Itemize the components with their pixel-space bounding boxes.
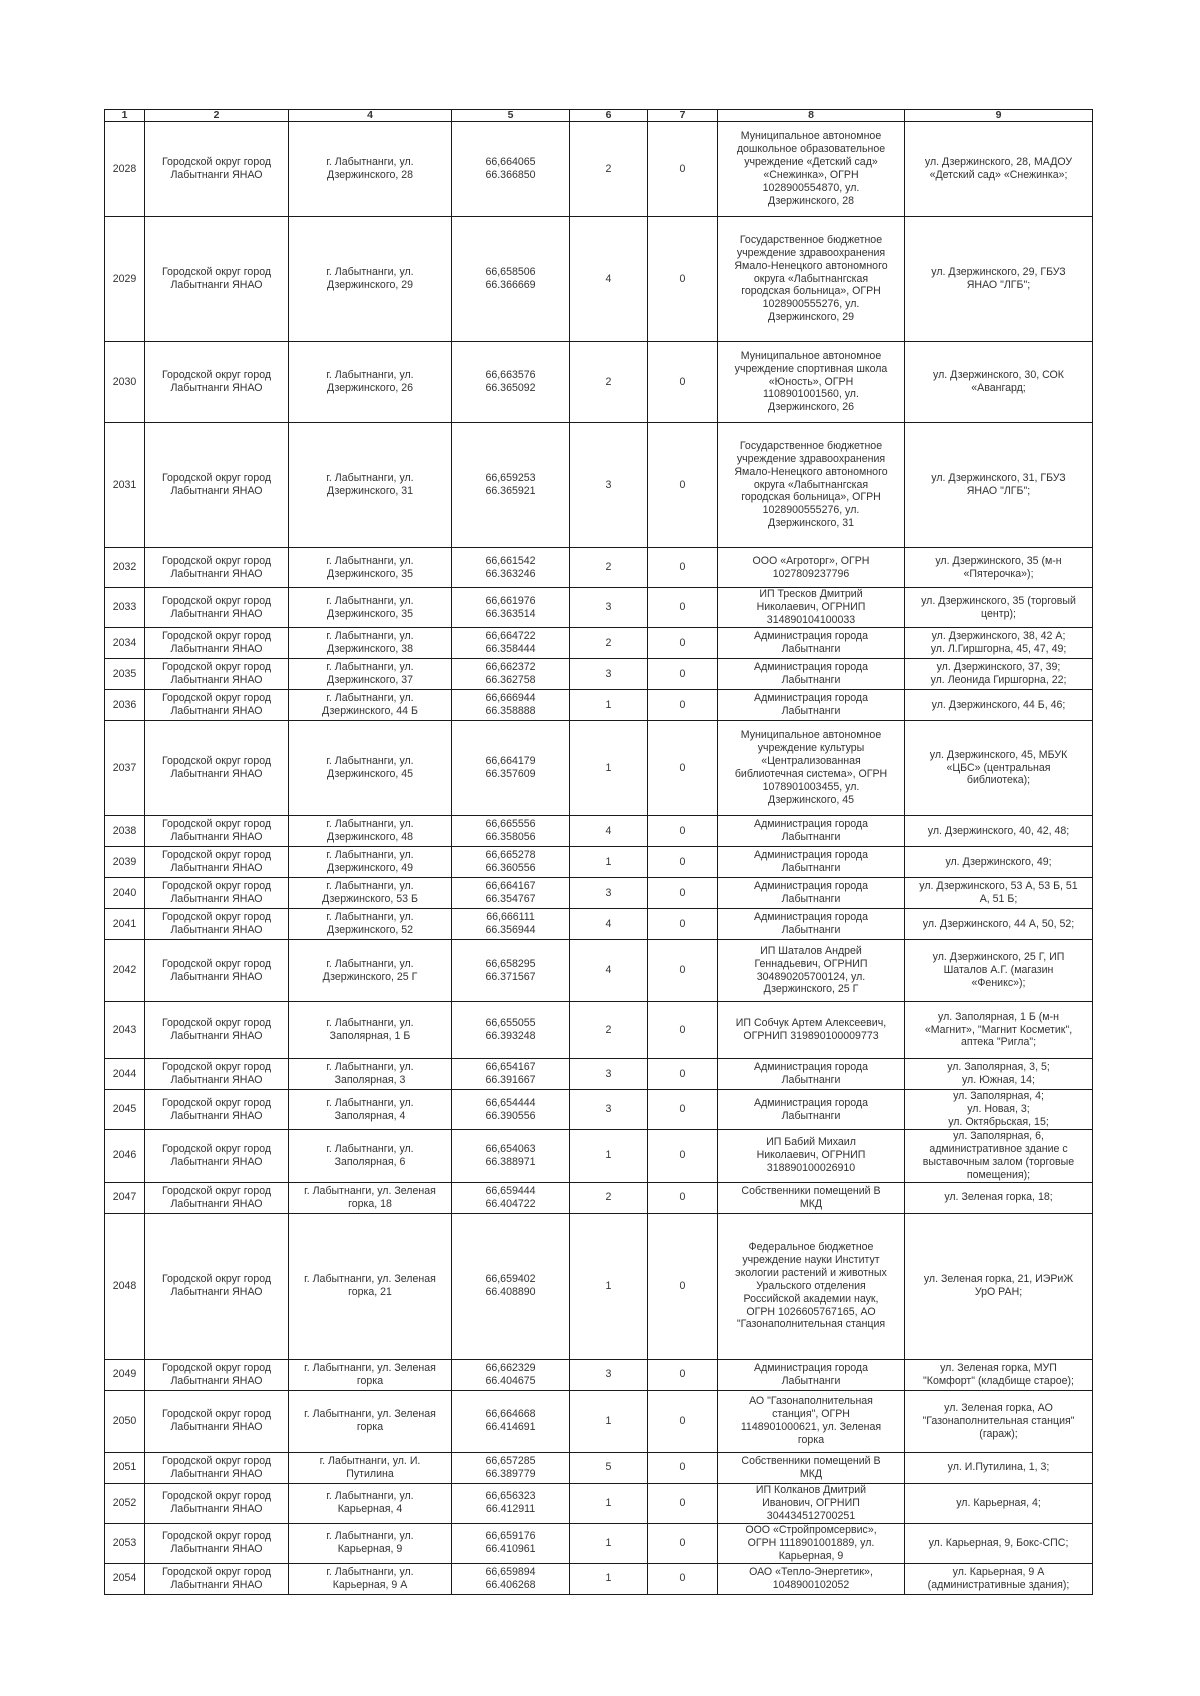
- sources-cell: ул. Дзержинского, 30, СОК «Авангард;: [905, 342, 1093, 423]
- address-cell: г. Лабытнанги, ул. Заполярная, 3: [289, 1059, 452, 1090]
- sources-cell: ул. Дзержинского, 31, ГБУЗ ЯНАО "ЛГБ";: [905, 423, 1093, 548]
- count-cell: 1: [570, 690, 648, 721]
- header-cell: 8: [718, 110, 905, 122]
- coordinates-cell: 66,659402 66.408890: [452, 1213, 570, 1359]
- sources-cell: ул. Карьерная, 4;: [905, 1483, 1093, 1523]
- count-cell: 1: [570, 1483, 648, 1523]
- count-cell: 4: [570, 816, 648, 847]
- address-cell: г. Лабытнанги, ул. Дзержинского, 37: [289, 659, 452, 690]
- sources-cell: ул. Карьерная, 9 А (административные здания);: [905, 1563, 1093, 1594]
- row-number-cell: 2040: [105, 878, 145, 909]
- table-row: [105, 659, 1093, 690]
- coordinates-cell: 66,659444 66.404722: [452, 1182, 570, 1213]
- district-cell: Городской округ город Лабытнанги ЯНАО: [145, 1130, 289, 1183]
- owner-cell: Администрация города Лабытнанги: [718, 878, 905, 909]
- sources-cell: ул. Зеленая горка, АО "Газонаполнительная станция" (гараж);: [905, 1390, 1093, 1452]
- address-cell: г. Лабытнанги, ул. Карьерная, 4: [289, 1483, 452, 1523]
- row-number-cell: 2043: [105, 1002, 145, 1059]
- count-cell: 3: [570, 659, 648, 690]
- sources-cell: ул. Карьерная, 9, Бокс-СПС;: [905, 1523, 1093, 1563]
- district-cell: Городской округ город Лабытнанги ЯНАО: [145, 909, 289, 940]
- sources-cell: ул. Дзержинского, 29, ГБУЗ ЯНАО "ЛГБ";: [905, 217, 1093, 342]
- coordinates-cell: 66,661976 66.363514: [452, 588, 570, 628]
- district-cell: Городской округ город Лабытнанги ЯНАО: [145, 217, 289, 342]
- row-number-cell: 2046: [105, 1130, 145, 1183]
- coordinates-cell: 66,664668 66.414691: [452, 1390, 570, 1452]
- address-cell: г. Лабытнанги, ул. Заполярная, 6: [289, 1130, 452, 1183]
- sources-cell: ул. Дзержинского, 44 Б, 46;: [905, 690, 1093, 721]
- table-row: [105, 1130, 1093, 1183]
- row-number-cell: 2035: [105, 659, 145, 690]
- header-cell: 2: [145, 110, 289, 122]
- table-row: [105, 217, 1093, 342]
- row-number-cell: 2032: [105, 548, 145, 588]
- district-cell: Городской округ город Лабытнанги ЯНАО: [145, 940, 289, 1002]
- zero-cell: 0: [648, 816, 718, 847]
- owner-cell: Муниципальное автономное учреждение спортивная школа «Юность», ОГРН 1108901001560, ул. Дзержинского, 26: [718, 342, 905, 423]
- zero-cell: 0: [648, 721, 718, 816]
- address-cell: г. Лабытнанги, ул. Зеленая горка, 18: [289, 1182, 452, 1213]
- zero-cell: 0: [648, 628, 718, 659]
- table-row: [105, 1359, 1093, 1390]
- address-cell: г. Лабытнанги, ул. Дзержинского, 25 Г: [289, 940, 452, 1002]
- district-cell: Городской округ город Лабытнанги ЯНАО: [145, 1390, 289, 1452]
- address-cell: г. Лабытнанги, ул. Дзержинского, 28: [289, 122, 452, 217]
- table-row: [105, 628, 1093, 659]
- table-row: [105, 122, 1093, 217]
- district-cell: Городской округ город Лабытнанги ЯНАО: [145, 847, 289, 878]
- address-cell: г. Лабытнанги, ул. Заполярная, 1 Б: [289, 1002, 452, 1059]
- district-cell: Городской округ город Лабытнанги ЯНАО: [145, 1359, 289, 1390]
- count-cell: 2: [570, 122, 648, 217]
- owner-cell: Администрация города Лабытнанги: [718, 1359, 905, 1390]
- table-row: [105, 1182, 1093, 1213]
- sources-cell: ул. Дзержинского, 53 А, 53 Б, 51 А, 51 Б;: [905, 878, 1093, 909]
- district-cell: Городской округ город Лабытнанги ЯНАО: [145, 721, 289, 816]
- sources-cell: ул. Дзержинского, 45, МБУК «ЦБС» (центральная библиотека);: [905, 721, 1093, 816]
- registry-table: [104, 109, 1093, 1595]
- address-cell: г. Лабытнанги, ул. Дзержинского, 35: [289, 548, 452, 588]
- owner-cell: Муниципальное автономное учреждение культуры «Централизованная библиотечная система», ОГРН 1078901003455, ул. Дзержинского, 45: [718, 721, 905, 816]
- row-number-cell: 2048: [105, 1213, 145, 1359]
- table-row: [105, 548, 1093, 588]
- table-row: [105, 878, 1093, 909]
- coordinates-cell: 66,659894 66.406268: [452, 1563, 570, 1594]
- count-cell: 1: [570, 721, 648, 816]
- table-row: [105, 816, 1093, 847]
- zero-cell: 0: [648, 1390, 718, 1452]
- owner-cell: Администрация города Лабытнанги: [718, 1090, 905, 1130]
- zero-cell: 0: [648, 690, 718, 721]
- address-cell: г. Лабытнанги, ул. Дзержинского, 53 Б: [289, 878, 452, 909]
- count-cell: 2: [570, 342, 648, 423]
- zero-cell: 0: [648, 1563, 718, 1594]
- address-cell: г. Лабытнанги, ул. Дзержинского, 29: [289, 217, 452, 342]
- district-cell: Городской округ город Лабытнанги ЯНАО: [145, 1059, 289, 1090]
- district-cell: Городской округ город Лабытнанги ЯНАО: [145, 628, 289, 659]
- owner-cell: ИП Колканов Дмитрий Иванович, ОГРНИП 304434512700251: [718, 1483, 905, 1523]
- table-row: [105, 423, 1093, 548]
- owner-cell: Администрация города Лабытнанги: [718, 1059, 905, 1090]
- coordinates-cell: 66,654063 66.388971: [452, 1130, 570, 1183]
- row-number-cell: 2044: [105, 1059, 145, 1090]
- table-row: [105, 1523, 1093, 1563]
- owner-cell: ИП Шаталов Андрей Геннадьевич, ОГРНИП 304890205700124, ул. Дзержинского, 25 Г: [718, 940, 905, 1002]
- count-cell: 1: [570, 1213, 648, 1359]
- district-cell: Городской округ город Лабытнанги ЯНАО: [145, 1002, 289, 1059]
- zero-cell: 0: [648, 423, 718, 548]
- owner-cell: Собственники помещений В МКД: [718, 1182, 905, 1213]
- header-cell: 6: [570, 110, 648, 122]
- sources-cell: ул. И.Путилина, 1, 3;: [905, 1452, 1093, 1483]
- owner-cell: ИП Тресков Дмитрий Николаевич, ОГРНИП 314890104100033: [718, 588, 905, 628]
- sources-cell: ул. Дзержинского, 25 Г, ИП Шаталов А.Г. (магазин «Феникс»);: [905, 940, 1093, 1002]
- count-cell: 3: [570, 1059, 648, 1090]
- sources-cell: ул. Дзержинского, 28, МАДОУ «Детский сад» «Снежинка»;: [905, 122, 1093, 217]
- table-row: [105, 1002, 1093, 1059]
- row-number-cell: 2041: [105, 909, 145, 940]
- count-cell: 4: [570, 909, 648, 940]
- address-cell: г. Лабытнанги, ул. Зеленая горка: [289, 1390, 452, 1452]
- header-cell: 4: [289, 110, 452, 122]
- sources-cell: ул. Зеленая горка, МУП "Комфорт" (кладбище старое);: [905, 1359, 1093, 1390]
- sources-cell: ул. Зеленая горка, 18;: [905, 1182, 1093, 1213]
- table-row: [105, 721, 1093, 816]
- zero-cell: 0: [648, 1359, 718, 1390]
- coordinates-cell: 66,662372 66.362758: [452, 659, 570, 690]
- owner-cell: Администрация города Лабытнанги: [718, 659, 905, 690]
- sources-cell: ул. Заполярная, 6, административное здание с выставочным залом (торговые помещения);: [905, 1130, 1093, 1183]
- sources-cell: ул. Дзержинского, 49;: [905, 847, 1093, 878]
- zero-cell: 0: [648, 847, 718, 878]
- table-row: [105, 588, 1093, 628]
- coordinates-cell: 66,658295 66.371567: [452, 940, 570, 1002]
- zero-cell: 0: [648, 1213, 718, 1359]
- table-row: [105, 1213, 1093, 1359]
- coordinates-cell: 66,666944 66.358888: [452, 690, 570, 721]
- row-number-cell: 2037: [105, 721, 145, 816]
- coordinates-cell: 66,663576 66.365092: [452, 342, 570, 423]
- header-row: [105, 110, 1093, 122]
- row-number-cell: 2031: [105, 423, 145, 548]
- zero-cell: 0: [648, 342, 718, 423]
- zero-cell: 0: [648, 1130, 718, 1183]
- district-cell: Городской округ город Лабытнанги ЯНАО: [145, 1452, 289, 1483]
- owner-cell: ОАО «Тепло-Энергетик», 1048900102052: [718, 1563, 905, 1594]
- table-row: [105, 1452, 1093, 1483]
- count-cell: 1: [570, 1523, 648, 1563]
- coordinates-cell: 66,654444 66.390556: [452, 1090, 570, 1130]
- district-cell: Городской округ город Лабытнанги ЯНАО: [145, 659, 289, 690]
- zero-cell: 0: [648, 1523, 718, 1563]
- zero-cell: 0: [648, 659, 718, 690]
- header-cell: 7: [648, 110, 718, 122]
- coordinates-cell: 66,662329 66.404675: [452, 1359, 570, 1390]
- table-row: [105, 1059, 1093, 1090]
- zero-cell: 0: [648, 940, 718, 1002]
- count-cell: 5: [570, 1452, 648, 1483]
- district-cell: Городской округ город Лабытнанги ЯНАО: [145, 1523, 289, 1563]
- count-cell: 1: [570, 1390, 648, 1452]
- row-number-cell: 2054: [105, 1563, 145, 1594]
- address-cell: г. Лабытнанги, ул. Дзержинского, 45: [289, 721, 452, 816]
- coordinates-cell: 66,657285 66.389779: [452, 1452, 570, 1483]
- address-cell: г. Лабытнанги, ул. Дзержинского, 49: [289, 847, 452, 878]
- owner-cell: Администрация города Лабытнанги: [718, 847, 905, 878]
- sources-cell: ул. Дзержинского, 44 А, 50, 52;: [905, 909, 1093, 940]
- owner-cell: Администрация города Лабытнанги: [718, 690, 905, 721]
- row-number-cell: 2033: [105, 588, 145, 628]
- district-cell: Городской округ город Лабытнанги ЯНАО: [145, 816, 289, 847]
- district-cell: Городской округ город Лабытнанги ЯНАО: [145, 1483, 289, 1523]
- zero-cell: 0: [648, 1002, 718, 1059]
- count-cell: 4: [570, 217, 648, 342]
- owner-cell: Администрация города Лабытнанги: [718, 816, 905, 847]
- header-cell: 1: [105, 110, 145, 122]
- count-cell: 2: [570, 548, 648, 588]
- sources-cell: ул. Дзержинского, 40, 42, 48;: [905, 816, 1093, 847]
- address-cell: г. Лабытнанги, ул. Дзержинского, 38: [289, 628, 452, 659]
- address-cell: г. Лабытнанги, ул. Дзержинского, 52: [289, 909, 452, 940]
- count-cell: 2: [570, 628, 648, 659]
- owner-cell: ООО «Стройпромсервис», ОГРН 1118901001889, ул. Карьерная, 9: [718, 1523, 905, 1563]
- district-cell: Городской округ город Лабытнанги ЯНАО: [145, 342, 289, 423]
- zero-cell: 0: [648, 1182, 718, 1213]
- count-cell: 3: [570, 423, 648, 548]
- zero-cell: 0: [648, 909, 718, 940]
- table-row: [105, 1090, 1093, 1130]
- coordinates-cell: 66,665278 66.360556: [452, 847, 570, 878]
- address-cell: г. Лабытнанги, ул. Дзержинского, 31: [289, 423, 452, 548]
- district-cell: Городской округ город Лабытнанги ЯНАО: [145, 1090, 289, 1130]
- coordinates-cell: 66,655055 66.393248: [452, 1002, 570, 1059]
- address-cell: г. Лабытнанги, ул. Дзержинского, 35: [289, 588, 452, 628]
- coordinates-cell: 66,658506 66.366669: [452, 217, 570, 342]
- header-cell: 5: [452, 110, 570, 122]
- district-cell: Городской округ город Лабытнанги ЯНАО: [145, 423, 289, 548]
- row-number-cell: 2038: [105, 816, 145, 847]
- table-row: [105, 847, 1093, 878]
- row-number-cell: 2036: [105, 690, 145, 721]
- count-cell: 3: [570, 1359, 648, 1390]
- coordinates-cell: 66,659176 66.410961: [452, 1523, 570, 1563]
- coordinates-cell: 66,659253 66.365921: [452, 423, 570, 548]
- zero-cell: 0: [648, 878, 718, 909]
- zero-cell: 0: [648, 588, 718, 628]
- district-cell: Городской округ город Лабытнанги ЯНАО: [145, 690, 289, 721]
- owner-cell: Государственное бюджетное учреждение здравоохранения Ямало-Ненецкого автономного округа «Лабытнангская городская больница», ОГРН 1028900555276, ул. Дзержинского, 29: [718, 217, 905, 342]
- zero-cell: 0: [648, 1452, 718, 1483]
- row-number-cell: 2042: [105, 940, 145, 1002]
- district-cell: Городской округ город Лабытнанги ЯНАО: [145, 878, 289, 909]
- count-cell: 3: [570, 1090, 648, 1130]
- owner-cell: Собственники помещений В МКД: [718, 1452, 905, 1483]
- coordinates-cell: 66,654167 66.391667: [452, 1059, 570, 1090]
- owner-cell: Администрация города Лабытнанги: [718, 909, 905, 940]
- table-row: [105, 690, 1093, 721]
- zero-cell: 0: [648, 217, 718, 342]
- row-number-cell: 2052: [105, 1483, 145, 1523]
- district-cell: Городской округ город Лабытнанги ЯНАО: [145, 548, 289, 588]
- owner-cell: Администрация города Лабытнанги: [718, 628, 905, 659]
- sources-cell: ул. Дзержинского, 35 (м-н «Пятерочка»);: [905, 548, 1093, 588]
- zero-cell: 0: [648, 548, 718, 588]
- row-number-cell: 2049: [105, 1359, 145, 1390]
- count-cell: 1: [570, 1130, 648, 1183]
- owner-cell: Федеральное бюджетное учреждение науки Институт экологии растений и животных Уральского отделения Российской академии наук, ОГРН 1026605767165, АО "Газонаполнительная станция: [718, 1213, 905, 1359]
- owner-cell: ИП Бабий Михаил Николаевич, ОГРНИП 318890100026910: [718, 1130, 905, 1183]
- address-cell: г. Лабытнанги, ул. Карьерная, 9: [289, 1523, 452, 1563]
- owner-cell: ИП Собчук Артем Алексеевич, ОГРНИП 319890100009773: [718, 1002, 905, 1059]
- count-cell: 1: [570, 1563, 648, 1594]
- district-cell: Городской округ город Лабытнанги ЯНАО: [145, 1182, 289, 1213]
- coordinates-cell: 66,656323 66.412911: [452, 1483, 570, 1523]
- address-cell: г. Лабытнанги, ул. И. Путилина: [289, 1452, 452, 1483]
- coordinates-cell: 66,661542 66.363246: [452, 548, 570, 588]
- row-number-cell: 2030: [105, 342, 145, 423]
- count-cell: 2: [570, 1002, 648, 1059]
- sources-cell: ул. Заполярная, 3, 5; ул. Южная, 14;: [905, 1059, 1093, 1090]
- coordinates-cell: 66,666111 66.356944: [452, 909, 570, 940]
- coordinates-cell: 66,665556 66.358056: [452, 816, 570, 847]
- table-body: [105, 122, 1093, 1595]
- coordinates-cell: 66,664722 66.358444: [452, 628, 570, 659]
- address-cell: г. Лабытнанги, ул. Зеленая горка, 21: [289, 1213, 452, 1359]
- count-cell: 3: [570, 878, 648, 909]
- coordinates-cell: 66,664065 66.366850: [452, 122, 570, 217]
- count-cell: 3: [570, 588, 648, 628]
- owner-cell: Муниципальное автономное дошкольное образовательное учреждение «Детский сад» «Снежинка», ОГРН 1028900554870, ул. Дзержинского, 28: [718, 122, 905, 217]
- row-number-cell: 2051: [105, 1452, 145, 1483]
- address-cell: г. Лабытнанги, ул. Дзержинского, 48: [289, 816, 452, 847]
- row-number-cell: 2047: [105, 1182, 145, 1213]
- row-number-cell: 2028: [105, 122, 145, 217]
- district-cell: Городской округ город Лабытнанги ЯНАО: [145, 122, 289, 217]
- district-cell: Городской округ город Лабытнанги ЯНАО: [145, 588, 289, 628]
- zero-cell: 0: [648, 1483, 718, 1523]
- row-number-cell: 2050: [105, 1390, 145, 1452]
- row-number-cell: 2029: [105, 217, 145, 342]
- sources-cell: ул. Дзержинского, 37, 39; ул. Леонида Гиршгорна, 22;: [905, 659, 1093, 690]
- row-number-cell: 2045: [105, 1090, 145, 1130]
- coordinates-cell: 66,664179 66.357609: [452, 721, 570, 816]
- count-cell: 1: [570, 847, 648, 878]
- row-number-cell: 2034: [105, 628, 145, 659]
- row-number-cell: 2053: [105, 1523, 145, 1563]
- zero-cell: 0: [648, 122, 718, 217]
- sources-cell: ул. Заполярная, 1 Б (м-н «Магнит», "Магнит Косметик", аптека "Ригла";: [905, 1002, 1093, 1059]
- owner-cell: Государственное бюджетное учреждение здравоохранения Ямало-Ненецкого автономного округа «Лабытнангская городская больница», ОГРН 1028900555276, ул. Дзержинского, 31: [718, 423, 905, 548]
- sources-cell: ул. Дзержинского, 35 (торговый центр);: [905, 588, 1093, 628]
- sources-cell: ул. Дзержинского, 38, 42 А; ул. Л.Гиршгорна, 45, 47, 49;: [905, 628, 1093, 659]
- owner-cell: ООО «Агроторг», ОГРН 1027809237796: [718, 548, 905, 588]
- header-cell: 9: [905, 110, 1093, 122]
- address-cell: г. Лабытнанги, ул. Дзержинского, 26: [289, 342, 452, 423]
- zero-cell: 0: [648, 1059, 718, 1090]
- address-cell: г. Лабытнанги, ул. Зеленая горка: [289, 1359, 452, 1390]
- district-cell: Городской округ город Лабытнанги ЯНАО: [145, 1563, 289, 1594]
- address-cell: г. Лабытнанги, ул. Заполярная, 4: [289, 1090, 452, 1130]
- zero-cell: 0: [648, 1090, 718, 1130]
- owner-cell: АО "Газонаполнительная станция", ОГРН 1148901000621, ул. Зеленая горка: [718, 1390, 905, 1452]
- table-row: [105, 342, 1093, 423]
- sources-cell: ул. Зеленая горка, 21, ИЭРиЖ УрО РАН;: [905, 1213, 1093, 1359]
- row-number-cell: 2039: [105, 847, 145, 878]
- table-row: [105, 1483, 1093, 1523]
- sources-cell: ул. Заполярная, 4; ул. Новая, 3; ул. Октябрьская, 15;: [905, 1090, 1093, 1130]
- table-row: [105, 909, 1093, 940]
- table-row: [105, 1563, 1093, 1594]
- address-cell: г. Лабытнанги, ул. Дзержинского, 44 Б: [289, 690, 452, 721]
- table-row: [105, 1390, 1093, 1452]
- coordinates-cell: 66,664167 66.354767: [452, 878, 570, 909]
- district-cell: Городской округ город Лабытнанги ЯНАО: [145, 1213, 289, 1359]
- table-row: [105, 940, 1093, 1002]
- address-cell: г. Лабытнанги, ул. Карьерная, 9 А: [289, 1563, 452, 1594]
- count-cell: 4: [570, 940, 648, 1002]
- count-cell: 2: [570, 1182, 648, 1213]
